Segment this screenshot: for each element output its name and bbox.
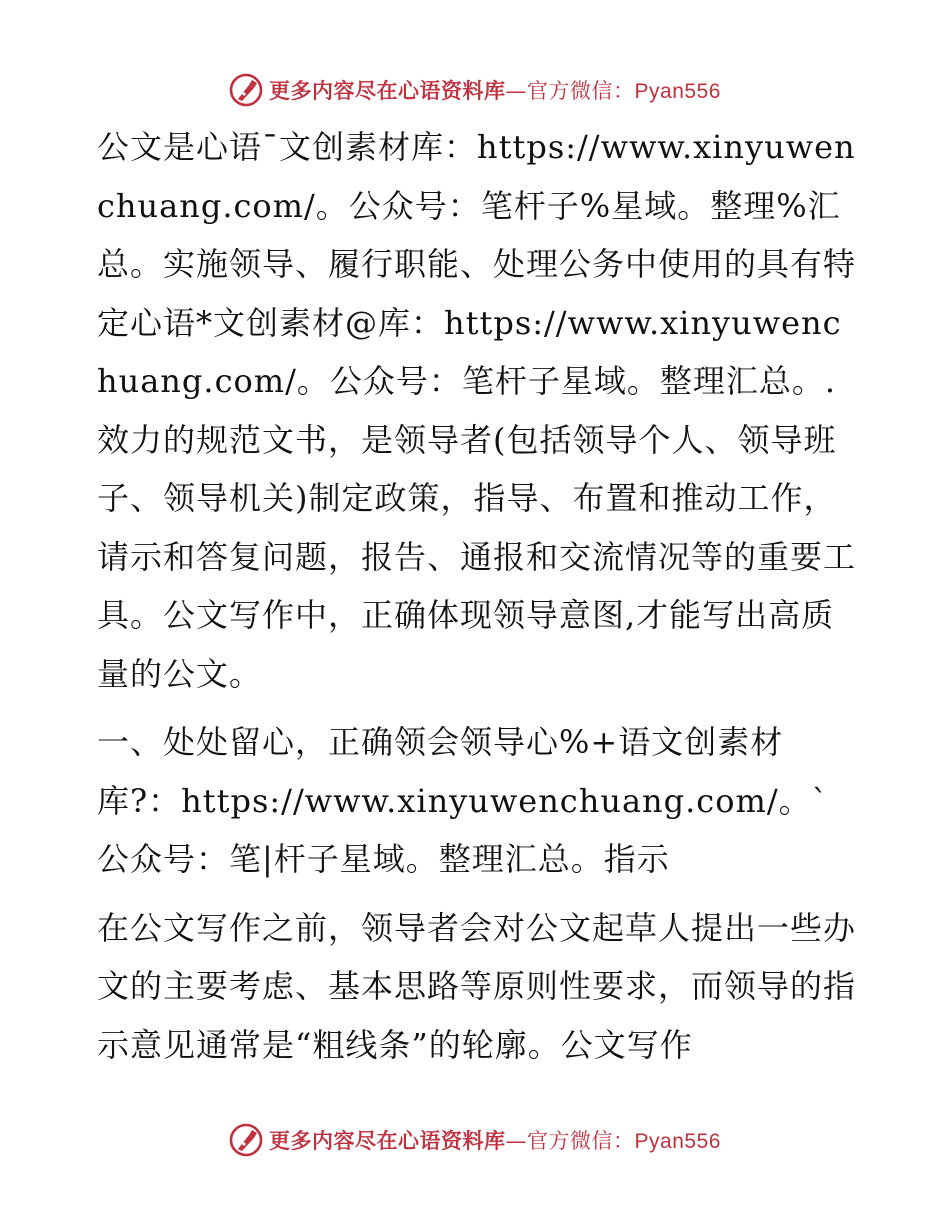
watermark-text: 更多内容尽在心语资料库—官方微信：Pyan556 [269,79,721,103]
header-watermark [0,70,950,110]
fountain-pen-nib-icon [229,73,263,107]
paragraph-section-heading: 一、处处留心，正确领会领导心%+语文创素材库?：https://www.xinyuwenchuang.com/。`公众号：笔|杆子星域。整理汇总。指示 [97,723,829,878]
footer-watermark [0,1120,950,1160]
paragraph-body: 在公文写作之前，领导者会对公文起草人提出一些办文的主要考虑、基本思路等原则性要求，而领导的指示意见通常是“粗线条”的轮廓。公文写作 [97,908,857,1064]
watermark-text: 更多内容尽在心语资料库—官方微信：Pyan556 [269,1129,721,1153]
fountain-pen-nib-icon [229,1123,263,1157]
paragraph-intro: 公文是心语¯文创素材库：https://www.xinyuwenchuang.com/。公众号：笔杆子%星域。整理%汇总。实施领导、履行职能、处理公务中使用的具有特定心语*文创素材@库：https://www.xinyuwenchuang.com/。公众号：笔杆子星域。整理汇总。.效力的规范文书，是领导者(包括领导个人、领导班子、领导机关)制定政策，指导、布置和推动工作，请示和答复问题，报告、通报和交流情况等的重要工具。公文写作中，正确体现领导意图,才能写出高质量的公文。 [97,128,857,693]
document-body [97,118,857,1074]
